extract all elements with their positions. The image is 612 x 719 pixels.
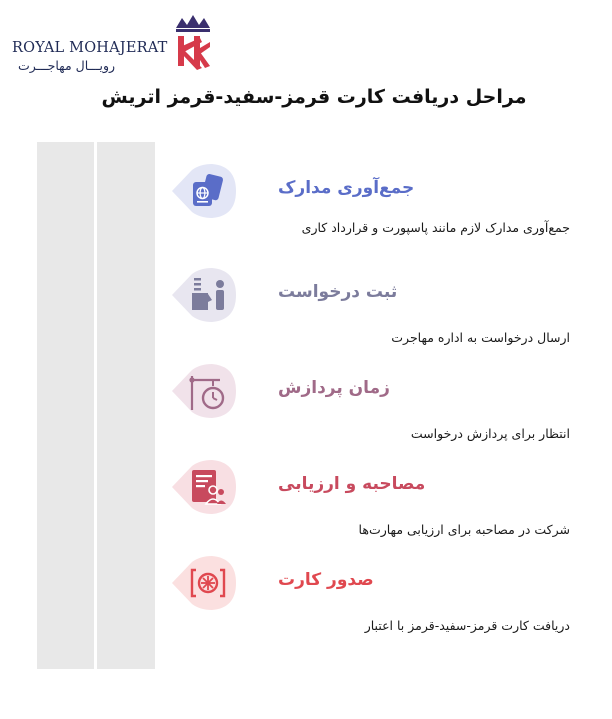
step-title: زمان پردازش [278, 378, 390, 398]
step-description: دریافت کارت قرمز-سفید-قرمز با اعتبار [364, 618, 570, 633]
brand-logo [12, 12, 212, 78]
logo-text-persian: رویـــال مهاجـــرت [18, 58, 116, 73]
step-description: انتظار برای پردازش درخواست [410, 426, 570, 441]
step-description: ارسال درخواست به اداره مهاجرت [391, 330, 570, 345]
step-processing-time [170, 364, 590, 454]
office-desk-icon [188, 276, 230, 314]
card-issue-icon [188, 566, 228, 600]
hanging-clock-icon [186, 372, 230, 412]
step-title: جمع‌آوری مدارک [278, 178, 415, 198]
passport-icon [188, 172, 228, 210]
step-description: شرکت در مصاحبه برای ارزیابی مهارت‌ها [358, 522, 570, 537]
page-title: مراحل دریافت کارت قرمز-سفید-قرمز اتریش [101, 86, 527, 108]
step-title: ثبت درخواست [278, 282, 398, 302]
logo-text-english: ROYAL MOHAJERAT [12, 40, 168, 56]
background-stripe-left [37, 142, 94, 669]
crown-monogram-icon [170, 14, 216, 78]
step-interview-assessment [170, 460, 590, 550]
step-submit-application [170, 268, 590, 358]
interview-document-icon [188, 468, 228, 508]
step-title: صدور کارت [278, 570, 374, 590]
step-title: مصاحبه و ارزیابی [278, 474, 426, 494]
step-collect-documents [170, 164, 590, 254]
step-card-issuance [170, 556, 590, 646]
step-description: جمع‌آوری مدارک لازم مانند پاسپورت و قرارداد کاری [301, 220, 570, 235]
background-stripe-right [97, 142, 155, 669]
